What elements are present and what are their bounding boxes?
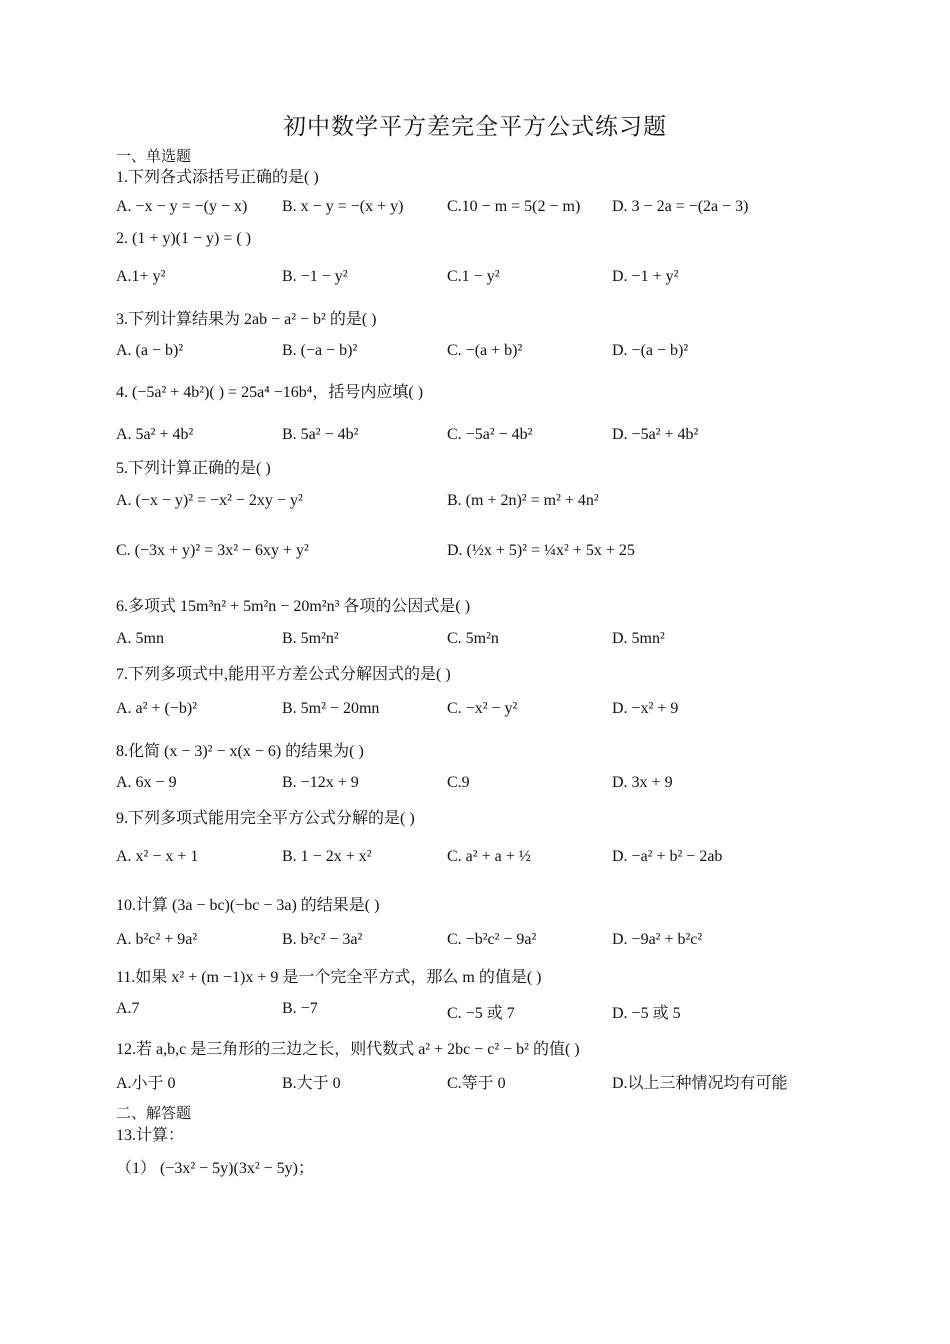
question-part: （1） (−3x² − 5y)(3x² − 5y)；: [116, 1160, 314, 1177]
option-b[interactable]: B. 5a² − 4b²: [282, 426, 359, 443]
option-a[interactable]: A. 5mn: [116, 630, 164, 647]
option-d[interactable]: D. −5 或 5: [612, 1005, 681, 1022]
option-row: [116, 342, 876, 372]
page-title: 初中数学平方差完全平方公式练习题: [283, 114, 667, 139]
option-a[interactable]: A. −x − y = −(y − x): [116, 198, 248, 215]
option-a[interactable]: A. a² + (−b)²: [116, 700, 197, 717]
question-stem: 6.多项式 15m³n² + 5m²n − 20m²n³ 各项的公因式是( ): [116, 598, 471, 615]
option-b[interactable]: B. −7: [282, 1000, 318, 1017]
option-b[interactable]: B. −12x + 9: [282, 774, 359, 791]
option-row: [116, 492, 876, 522]
question-stem: 3.下列计算结果为 2ab − a² − b² 的是( ): [116, 311, 377, 328]
option-row: [116, 1070, 876, 1100]
option-a[interactable]: A. x² − x + 1: [116, 848, 199, 865]
option-b[interactable]: B. −1 − y²: [282, 268, 348, 285]
section-heading-answer: 二、解答题: [116, 1106, 192, 1122]
question-stem: 9.下列多项式能用完全平方公式分解的是( ): [116, 810, 415, 827]
option-row: [116, 700, 876, 730]
option-b[interactable]: B. 5m² − 20mn: [282, 700, 380, 717]
option-a[interactable]: A.1+ y²: [116, 268, 166, 285]
option-b[interactable]: B. 1 − 2x + x²: [282, 848, 372, 865]
question-stem: 12.若 a,b,c 是三角形的三边之长，则代数式 a² + 2bc − c² − b² 的值( ): [116, 1041, 580, 1058]
option-a[interactable]: A. b²c² + 9a²: [116, 931, 198, 948]
question-stem: 7.下列多项式中,能用平方差公式分解因式的是( ): [116, 666, 451, 683]
option-b[interactable]: B. (−a − b)²: [282, 342, 358, 359]
option-c[interactable]: C. −b²c² − 9a²: [447, 931, 537, 948]
question-stem: 4. (−5a² + 4b²)( ) = 25a⁴ −16b⁴，括号内应填( ): [116, 384, 424, 401]
option-a[interactable]: A. 5a² + 4b²: [116, 426, 194, 443]
option-row: [116, 835, 876, 879]
option-b[interactable]: B.大于 0: [282, 1075, 341, 1092]
option-row: [116, 774, 876, 804]
option-c[interactable]: C. (−3x + y)² = 3x² − 6xy + y²: [116, 542, 309, 559]
option-d[interactable]: D. −9a² + b²c²: [612, 931, 703, 948]
option-d[interactable]: D. −a² + b² − 2ab: [612, 848, 723, 865]
option-d[interactable]: D. 3 − 2a = −(2a − 3): [612, 198, 749, 215]
option-d[interactable]: D. 5mn²: [612, 630, 665, 647]
option-b[interactable]: B. (m + 2n)² = m² + 4n²: [447, 492, 599, 509]
option-d[interactable]: D. −5a² + 4b²: [612, 426, 699, 443]
option-c[interactable]: C.10 − m = 5(2 − m): [447, 198, 581, 215]
option-d[interactable]: D.以上三种情况均有可能: [612, 1075, 788, 1092]
option-a[interactable]: A. (−x − y)² = −x² − 2xy − y²: [116, 492, 303, 509]
question-stem: 10.计算 (3a − bc)(−bc − 3a) 的结果是( ): [116, 897, 380, 914]
option-b[interactable]: B. b²c² − 3a²: [282, 931, 363, 948]
option-d[interactable]: D. −(a − b)²: [612, 342, 689, 359]
option-row: [116, 630, 876, 660]
option-c[interactable]: C. −5a² − 4b²: [447, 426, 533, 443]
option-a[interactable]: A.7: [116, 1000, 140, 1017]
option-c[interactable]: C.1 − y²: [447, 268, 500, 285]
option-c[interactable]: C.等于 0: [447, 1075, 506, 1092]
question-stem: 13.计算：: [116, 1127, 185, 1144]
option-b[interactable]: B. x − y = −(x + y): [282, 198, 404, 215]
option-d[interactable]: D. −1 + y²: [612, 268, 679, 285]
option-row: [116, 198, 876, 228]
option-d[interactable]: D. −x² + 9: [612, 700, 679, 717]
question-stem: 5.下列计算正确的是( ): [116, 460, 271, 477]
option-c[interactable]: C. a² + a + ½: [447, 848, 531, 865]
option-row: [116, 426, 876, 456]
option-c[interactable]: C. 5m²n: [447, 630, 499, 647]
question-stem: 2. (1 + y)(1 − y) = ( ): [116, 230, 252, 247]
option-c[interactable]: C.9: [447, 774, 470, 791]
option-c[interactable]: C. −5 或 7: [447, 1005, 515, 1022]
option-a[interactable]: A. (a − b)²: [116, 342, 184, 359]
section-heading-single-choice: 一、单选题: [116, 149, 192, 165]
option-d[interactable]: D. 3x + 9: [612, 774, 673, 791]
option-a[interactable]: A. 6x − 9: [116, 774, 177, 791]
option-row: [116, 529, 876, 573]
option-row: [116, 1000, 876, 1030]
option-row: [116, 931, 876, 961]
option-c[interactable]: C. −(a + b)²: [447, 342, 523, 359]
question-stem: 8.化简 (x − 3)² − x(x − 6) 的结果为( ): [116, 743, 364, 760]
question-stem: 11.如果 x² + (m −1)x + 9 是一个完全平方式，那么 m 的值是( ): [116, 969, 542, 986]
option-a[interactable]: A.小于 0: [116, 1075, 176, 1092]
question-stem: 1.下列各式添括号正确的是( ): [116, 169, 319, 186]
option-c[interactable]: C. −x² − y²: [447, 700, 518, 717]
option-d[interactable]: D. (½x + 5)² = ¼x² + 5x + 25: [447, 542, 635, 559]
option-b[interactable]: B. 5m²n²: [282, 630, 339, 647]
option-row: [116, 268, 876, 298]
